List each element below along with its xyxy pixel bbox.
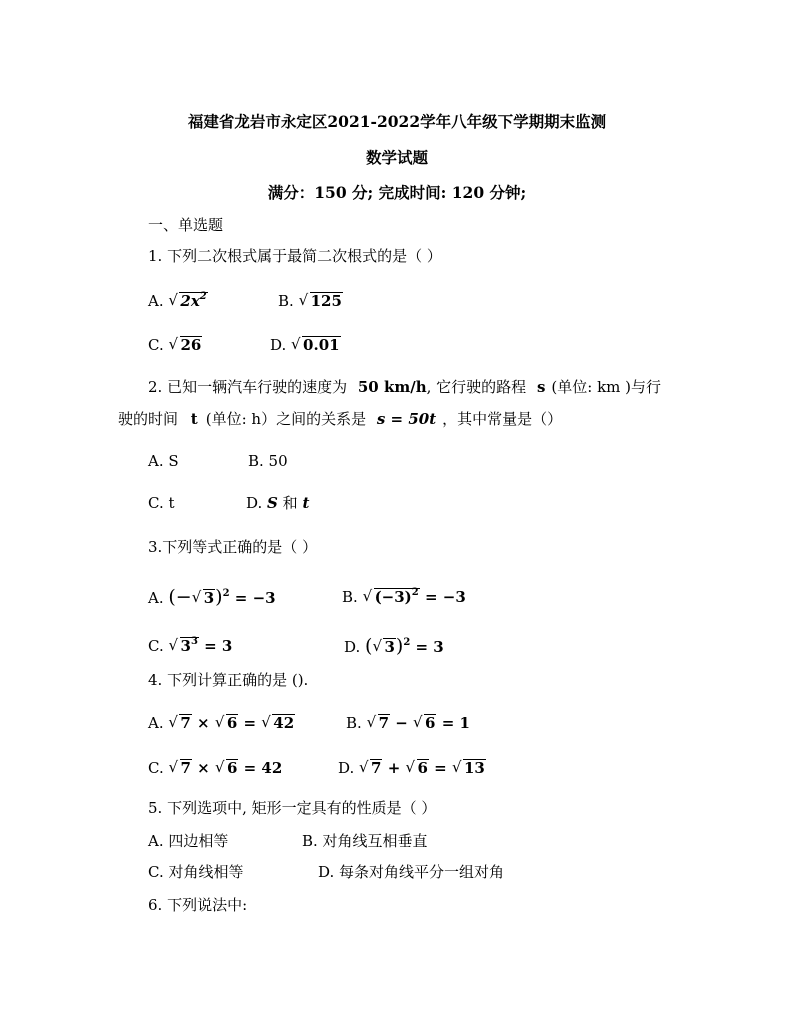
q1-c-radicand: 26 — [180, 336, 202, 354]
q2-stem-text-3: 驶的时间 — [118, 410, 179, 428]
q4-c-rhs: 42 — [261, 759, 283, 777]
q1-b-label: B. — [278, 292, 294, 310]
q4-b-op: − — [390, 714, 414, 732]
q4-b-radicand-2: 6 — [425, 714, 436, 732]
q3-c-label: C. — [148, 637, 164, 655]
q4-a-expr — [168, 714, 295, 732]
q3-a-close: ) — [215, 586, 223, 608]
q3-d-expr — [365, 635, 444, 657]
q1-c-expr — [169, 335, 203, 355]
q2-stem-text-4: ，其中常量是（） — [442, 410, 563, 428]
q3-option-d — [344, 636, 444, 657]
q2-stem-line2 — [118, 409, 562, 429]
q2-distance-var: s — [536, 378, 546, 396]
q4-c-radicand-1: 7 — [180, 759, 191, 777]
q2-stem-text: 2. 已知一辆汽车行驶的速度为 — [148, 378, 348, 396]
q1-a-exponent: 2 — [199, 291, 207, 302]
q4-d-label: D. — [338, 759, 355, 777]
q3-a-label: A. — [148, 589, 164, 607]
q1-d-label: D. — [270, 336, 287, 354]
section-heading: 一、单选题 — [148, 216, 224, 234]
q3-stem: 3.下列等式正确的是（ ） — [148, 538, 318, 556]
q4-b-expr — [367, 714, 470, 732]
q2-stem-line1 — [148, 377, 661, 397]
q2-formula: s = 50t — [376, 410, 437, 428]
q2-distance-unit: (单位: km )与行 — [551, 378, 662, 396]
q3-d-exponent: 2 — [403, 637, 411, 648]
q3-a-exponent: 2 — [222, 588, 230, 599]
exam-subject: 数学试题 — [365, 148, 428, 167]
q4-option-d — [338, 758, 486, 778]
q4-b-label: B. — [346, 714, 362, 732]
q3-c-radicand: 3 — [180, 637, 191, 655]
q3-b-expr — [363, 588, 466, 606]
q2-stem-text-2: , 它行驶的路程 — [426, 378, 527, 396]
q3-d-open: ( — [365, 635, 373, 657]
q1-b-expr — [299, 291, 343, 311]
q3-a-open: (− — [168, 586, 192, 608]
q1-option-a — [148, 291, 208, 311]
q4-option-b — [346, 713, 470, 733]
q3-c-exponent: 3 — [190, 636, 198, 647]
q2-d-label: D. — [246, 494, 263, 512]
q1-option-c — [148, 335, 202, 355]
q4-d-expr — [359, 759, 486, 777]
exam-title: 福建省龙岩市永定区2021-2022学年八年级下学期期末监测 — [187, 112, 607, 131]
q3-a-expr — [168, 586, 276, 608]
q3-b-radicand: (−3) — [374, 588, 412, 606]
q2-speed: 50 km/h — [357, 378, 427, 396]
q3-a-rhs: = −3 — [229, 589, 276, 607]
q2-option-a: A. S — [148, 452, 179, 470]
q4-c-expr — [169, 759, 283, 777]
q4-a-op: × — [191, 714, 215, 732]
q5-stem: 5. 下列选项中, 矩形一定具有的性质是（ ） — [148, 799, 437, 817]
q3-b-rhs: = −3 — [419, 588, 466, 606]
q4-d-op: + — [382, 759, 406, 777]
q4-a-eq: = — [238, 714, 262, 732]
q4-b-radicand-1: 7 — [378, 714, 390, 732]
q4-a-label: A. — [148, 714, 164, 732]
q3-b-exponent: 2 — [411, 587, 419, 598]
q5-option-a: A. 四边相等 — [148, 832, 229, 850]
exam-info: 满分：150 分; 完成时间: 120 分钟; — [267, 183, 527, 202]
q4-stem: 4. 下列计算正确的是 (). — [148, 671, 309, 689]
q3-option-b — [342, 587, 466, 607]
q1-d-expr — [291, 335, 341, 355]
q1-c-label: C. — [148, 336, 164, 354]
q3-option-a — [148, 587, 276, 608]
q1-option-d — [270, 335, 341, 355]
q2-option-d — [246, 493, 309, 513]
q1-a-label: A. — [148, 292, 164, 310]
q4-d-eq: = — [428, 759, 452, 777]
q3-c-expr — [169, 637, 233, 655]
q2-option-c: C. t — [148, 494, 175, 512]
q3-d-radicand: 3 — [384, 638, 395, 656]
q1-b-radicand: 125 — [310, 292, 342, 310]
q3-b-label: B. — [342, 588, 358, 606]
q2-option-b: B. 50 — [248, 452, 288, 470]
q4-option-a — [148, 713, 295, 733]
q3-option-c — [148, 636, 232, 656]
q4-c-radicand-2: 6 — [226, 759, 238, 777]
q4-b-eq: = — [436, 714, 460, 732]
q4-d-radicand-1: 7 — [371, 759, 382, 777]
q1-stem: 1. 下列二次根式属于最简二次根式的是（ ） — [148, 247, 442, 265]
q4-d-radicand-2: 6 — [417, 759, 428, 777]
q4-c-op: × — [191, 759, 215, 777]
q4-a-radicand-3: 42 — [273, 714, 295, 732]
q2-d-and: 和 — [282, 494, 298, 512]
q2-time-unit: (单位: h）之间的关系是 — [205, 410, 367, 428]
q1-option-b — [278, 291, 343, 311]
q3-d-label: D. — [344, 638, 361, 656]
q2-d-s: S — [267, 494, 278, 512]
q4-c-eq: = — [238, 759, 262, 777]
q1-d-radicand: 0.01 — [303, 336, 340, 354]
q5-option-d: D. 每条对角线平分一组对角 — [318, 863, 505, 881]
q3-a-radicand: 3 — [203, 589, 215, 607]
q3-d-rhs: = 3 — [410, 638, 444, 656]
q4-b-rhs: 1 — [459, 714, 470, 732]
q5-option-b: B. 对角线互相垂直 — [302, 832, 428, 850]
q2-d-t: t — [302, 494, 310, 512]
q1-a-expr — [168, 291, 207, 311]
q4-option-c — [148, 758, 282, 778]
q6-stem: 6. 下列说法中: — [148, 896, 248, 914]
q4-d-radicand-3: 13 — [463, 759, 485, 777]
q4-a-radicand-1: 7 — [180, 714, 191, 732]
q4-c-label: C. — [148, 759, 164, 777]
q4-a-radicand-2: 6 — [226, 714, 238, 732]
q5-option-c: C. 对角线相等 — [148, 863, 244, 881]
q1-a-radicand: 2x — [180, 292, 200, 310]
q2-time-var: t — [190, 410, 198, 428]
q3-c-rhs: = 3 — [198, 637, 233, 655]
q3-d-close: ) — [395, 635, 404, 657]
